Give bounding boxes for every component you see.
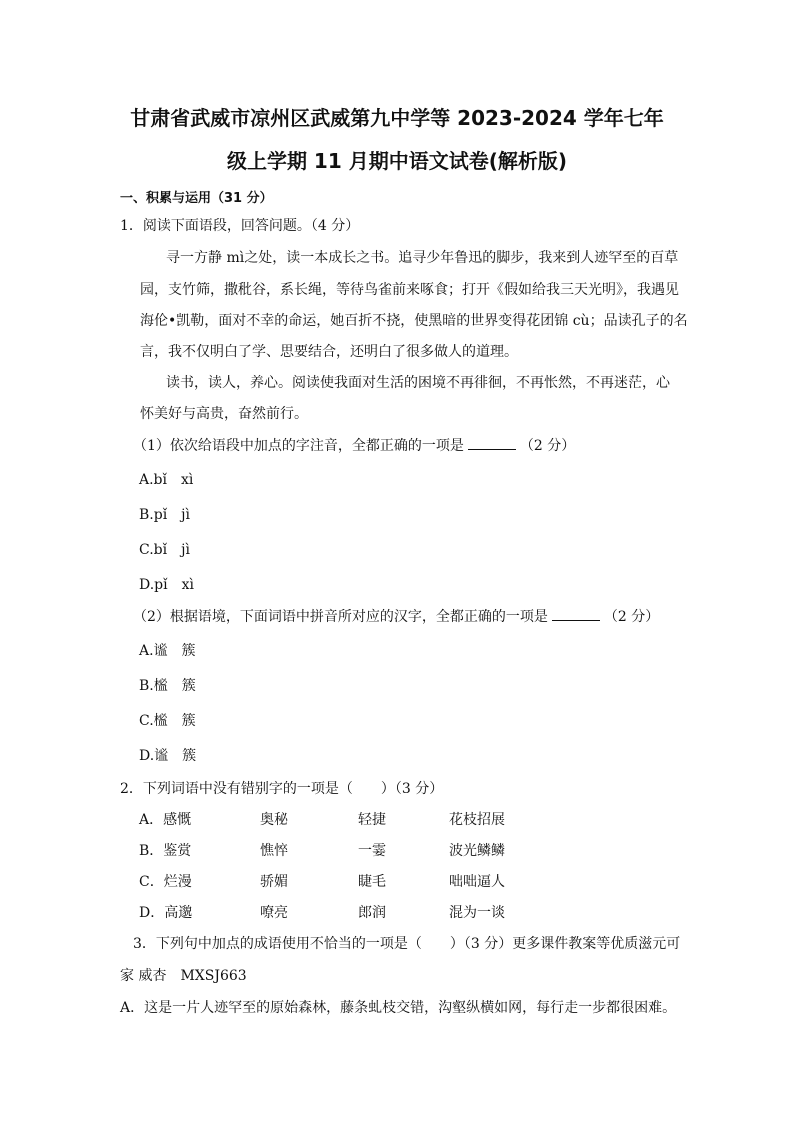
option-d: D.谧 簇 bbox=[139, 748, 197, 764]
option-word: B．鉴赏 bbox=[139, 843, 192, 859]
option-word: 咄咄逼人 bbox=[449, 874, 505, 890]
option-word: 波光鳞鳞 bbox=[449, 843, 505, 859]
passage-line: 读书，读人，养心。阅读使我面对生活的困境不再徘徊，不再怅然，不再迷茫，心 bbox=[166, 375, 670, 391]
option-c: C.bǐ jì bbox=[139, 542, 190, 558]
option-word: 花枝招展 bbox=[449, 812, 505, 828]
option-word: 轻捷 bbox=[358, 812, 386, 828]
option-b: B.pǐ jì bbox=[139, 507, 190, 523]
option-word: A．感慨 bbox=[139, 812, 192, 828]
passage-line: 园，支竹筛，撒秕谷，系长绳，等待鸟雀前来啄食；打开《假如给我三天光明》，我遇见 bbox=[140, 282, 679, 298]
option-d: D.pǐ xì bbox=[139, 577, 194, 593]
passage-line: 海伦•凯勒，面对不幸的命运，她百折不挠，使黑暗的世界变得花团锦 cù；品读孔子的名 bbox=[140, 313, 688, 329]
sub-question-2 bbox=[133, 608, 659, 626]
question-3-stem: 3．下列句中加点的成语使用不恰当的一项是（ ）（3 分）更多课件教案等优质滋元可 bbox=[133, 936, 681, 952]
sub-question-1-text: （1）依次给语段中加点的字注音，全都正确的一项是 bbox=[133, 438, 464, 454]
question-2-stem: 2．下列词语中没有错别字的一项是（ ）（3 分） bbox=[120, 781, 444, 797]
option-word: 混为一谈 bbox=[449, 905, 505, 921]
exam-title-line-2: 级上学期 11 月期中语文试卷(解析版) bbox=[226, 149, 568, 173]
option-word: 一霎 bbox=[358, 843, 386, 859]
answer-blank bbox=[552, 608, 600, 621]
option-word: 嘹亮 bbox=[260, 905, 288, 921]
option-word: 郎润 bbox=[358, 905, 386, 921]
option-a: A.谧 簇 bbox=[139, 643, 196, 659]
passage-line: 寻一方静 mì之处，读一本成长之书。追寻少年鲁迅的脚步，我来到人迹罕至的百草 bbox=[166, 250, 679, 266]
question-3-stem-continued: 家 威杏 MXSJ663 bbox=[120, 968, 247, 984]
passage-line: 言，我不仅明白了学、思要结合，还明白了很多做人的道理。 bbox=[140, 344, 518, 360]
sub-question-2-text: （2）根据语境，下面词语中拼音所对应的汉字，全都正确的一项是 bbox=[133, 609, 548, 625]
option-word: C．烂漫 bbox=[139, 874, 192, 890]
sub-question-1-points: （2 分） bbox=[519, 438, 576, 454]
option-word: 憔悴 bbox=[260, 843, 288, 859]
exam-title-line-1: 甘肃省武威市凉州区武威第九中学等 2023-2024 学年七年 bbox=[130, 106, 664, 130]
option-c: C.榓 簇 bbox=[139, 713, 196, 729]
question-3-option-a: A．这是一片人迹罕至的原始森林，藤条虬枝交错，沟壑纵横如网，每行走一步都很困难。 bbox=[120, 1000, 677, 1016]
answer-blank bbox=[468, 437, 516, 450]
passage-line: 怀美好与高贵，奋然前行。 bbox=[140, 406, 308, 422]
sub-question-2-points: （2 分） bbox=[603, 609, 660, 625]
option-a: A.bǐ xì bbox=[139, 472, 194, 488]
option-word: 骄媚 bbox=[260, 874, 288, 890]
sub-question-1 bbox=[133, 437, 575, 455]
option-word: 睫毛 bbox=[358, 874, 386, 890]
option-word: 奥秘 bbox=[260, 812, 288, 828]
section-heading: 一、积累与运用（31 分） bbox=[120, 191, 273, 206]
question-1-stem: 1．阅读下面语段，回答问题。（4 分） bbox=[120, 218, 360, 234]
option-b: B.榓 簇 bbox=[139, 678, 196, 694]
option-word: D．高邈 bbox=[139, 905, 193, 921]
